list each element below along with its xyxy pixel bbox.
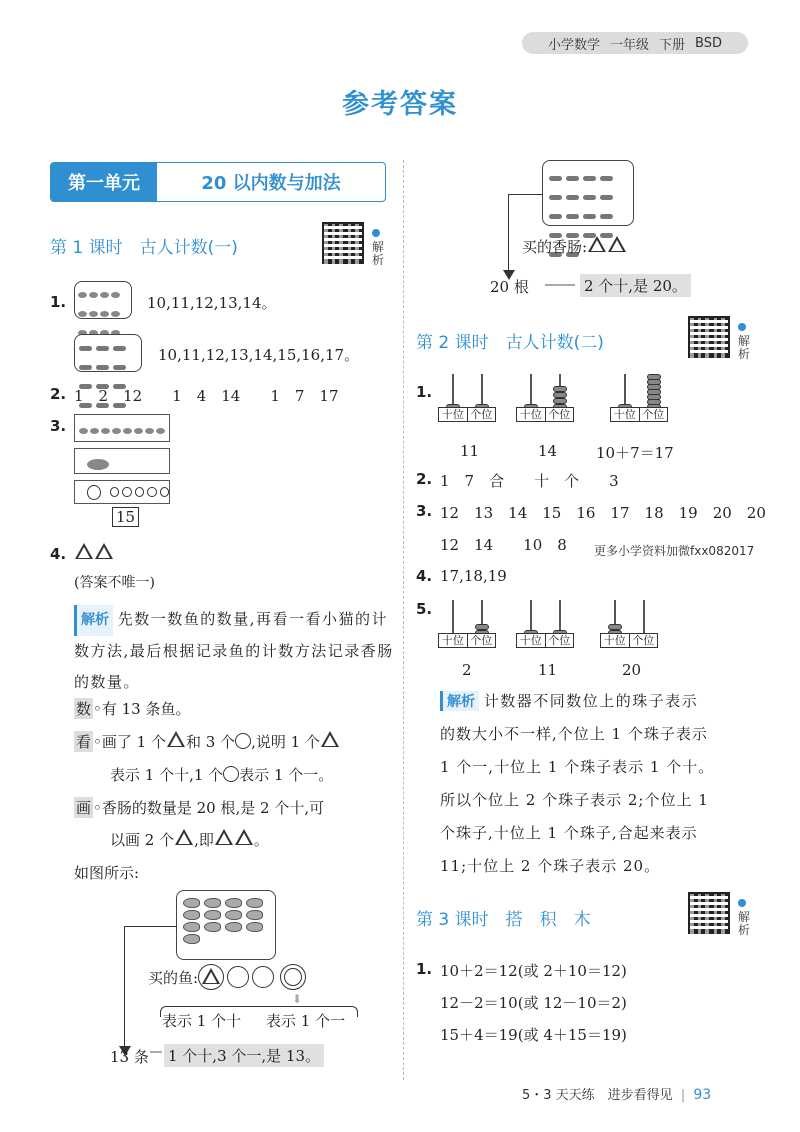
abacus-value: 14 bbox=[538, 442, 558, 460]
sausage-count-label: 20 根 bbox=[490, 278, 529, 296]
fish-result: 1 个十,3 个一,是 13。 bbox=[164, 1044, 324, 1067]
kan-text: 画了 1 个 bbox=[101, 733, 166, 751]
abacus-value: 20 bbox=[622, 661, 642, 679]
q1b-answer: 10,11,12,13,14,15,16,17。 bbox=[158, 346, 360, 364]
circle-icon bbox=[235, 733, 251, 749]
abacus-value: 11 bbox=[538, 661, 558, 679]
tens-label: 十位 bbox=[439, 408, 468, 421]
ones-label: 个位 bbox=[548, 408, 571, 421]
abacus-14 bbox=[516, 374, 574, 422]
sausage-cloud bbox=[542, 160, 634, 226]
volume-label: 下册 bbox=[659, 37, 686, 53]
hua-text: ,即 bbox=[194, 831, 214, 849]
book-info-badge bbox=[522, 32, 748, 54]
jiexi-line: 的数大小不一样,个位上 1 个珠子表示 bbox=[440, 725, 708, 743]
q-number: 3. bbox=[50, 417, 67, 435]
lesson3-qr-code[interactable] bbox=[688, 892, 730, 934]
q-number: 4. bbox=[50, 545, 67, 563]
l2-q2-answer: 1 7 合 十 个 3 bbox=[440, 472, 619, 490]
hua-text: 香肠的数量是 20 根,是 2 个十,可 bbox=[101, 799, 325, 817]
abacus-17 bbox=[610, 374, 668, 422]
q4-note: (答案不唯一) bbox=[74, 575, 155, 591]
circled-triangle-icon bbox=[198, 964, 224, 990]
unit-name: 20 以内数与加法 bbox=[201, 173, 341, 194]
grade-label: 一年级 bbox=[610, 37, 650, 53]
kan-text: 表示 1 个一。 bbox=[239, 766, 334, 784]
abacus-value: 11 bbox=[460, 442, 480, 460]
l2-q3-row2: 12 14 10 8 bbox=[440, 536, 567, 554]
triangle-icon bbox=[588, 236, 606, 252]
l3-q1-line: 15＋4＝19(或 4＋15＝19) bbox=[440, 1026, 627, 1044]
abacus-11b bbox=[516, 600, 574, 648]
q-number: 5. bbox=[416, 600, 433, 618]
hua-line: 画 ◦香肠的数量是 20 根,是 2 个十,可 bbox=[76, 799, 325, 817]
jiexi-tag: 解析 bbox=[74, 605, 113, 636]
shu-text: 有 13 条鱼。 bbox=[101, 700, 191, 718]
jiexi-line: 11;十位上 2 个珠子表示 20。 bbox=[440, 857, 661, 875]
arrow-right-icon bbox=[150, 1051, 162, 1053]
tens-label: 十位 bbox=[517, 408, 546, 421]
beans-cloud bbox=[74, 281, 132, 319]
page-number: 93 bbox=[693, 1087, 712, 1103]
q-number: 1. bbox=[416, 960, 433, 978]
hua-line2: 以画 2 个 ,即 。 bbox=[110, 831, 269, 849]
hua-text: 以画 2 个 bbox=[110, 831, 175, 849]
lesson3-title: 第 3 课时 搭 积 木 bbox=[416, 910, 591, 930]
triangle-icon bbox=[95, 543, 113, 559]
ones-label: 个位 bbox=[470, 634, 493, 647]
q3-circles-row bbox=[74, 480, 170, 504]
q4-triangles bbox=[74, 543, 114, 563]
q1a-answer: 10,11,12,13,14。 bbox=[147, 294, 277, 312]
unit-header bbox=[50, 162, 386, 202]
abacus-value: 2 bbox=[462, 661, 472, 679]
abacus-2 bbox=[438, 600, 496, 648]
lesson2-title: 第 2 课时 古人计数(二) bbox=[416, 333, 604, 353]
triangle-icon bbox=[215, 829, 233, 845]
lesson1-title: 第 1 课时 古人计数(一) bbox=[50, 238, 238, 258]
jiexi-tag: 解析 bbox=[440, 691, 479, 711]
shu-line: 数 ◦有 13 条鱼。 bbox=[76, 700, 191, 718]
q-number: 3. bbox=[416, 502, 433, 520]
q-number: 1. bbox=[416, 383, 433, 401]
triangle-icon bbox=[75, 543, 93, 559]
subject-label: 小学数学 bbox=[548, 37, 601, 53]
abacus-value: 10＋7＝17 bbox=[596, 444, 674, 462]
arrow-down-icon: ⬇ bbox=[292, 992, 303, 1006]
footer-brand: 5・3 天天练 进步看得见 bbox=[522, 1088, 673, 1103]
lesson1-qr-side bbox=[372, 222, 386, 267]
kan-line: 看 ◦画了 1 个 和 3 个 ,说明 1 个 bbox=[74, 731, 340, 752]
abacus-11 bbox=[438, 374, 496, 422]
tens-label: 十位 bbox=[439, 634, 468, 647]
sausages-cloud bbox=[74, 334, 142, 372]
ones-label: 个位 bbox=[470, 408, 493, 421]
lesson1-qr-code[interactable] bbox=[322, 222, 364, 264]
shu-tag: 数 bbox=[76, 700, 92, 718]
fish-count-label: 13 条 bbox=[110, 1048, 149, 1066]
triangle-icon bbox=[608, 236, 626, 252]
hua-tag: 画 bbox=[76, 799, 92, 817]
tens-label: 十位 bbox=[517, 634, 546, 647]
q3-cloud-row bbox=[74, 448, 170, 474]
lesson2-qr-side bbox=[738, 316, 752, 361]
q-number: 1. bbox=[50, 293, 67, 311]
triangle-icon bbox=[235, 829, 253, 845]
kan-text: 表示 1 个十,1 个 bbox=[110, 766, 224, 784]
tens-label: 十位 bbox=[601, 634, 630, 647]
arrow-right-icon bbox=[545, 284, 575, 286]
sausage-bought-row bbox=[522, 236, 627, 257]
qr-side-label: 解析 bbox=[738, 334, 751, 361]
lesson3-qr-side bbox=[738, 892, 752, 937]
abacus-20 bbox=[600, 600, 658, 648]
shi-shi-label: 表示 1 个十 bbox=[162, 1012, 242, 1030]
lesson1-explanation bbox=[74, 604, 394, 698]
ones-label: 个位 bbox=[632, 634, 655, 647]
kan-text: ,说明 1 个 bbox=[251, 733, 320, 751]
circle-icon bbox=[223, 766, 239, 782]
page-title: 参考答案 bbox=[342, 89, 458, 120]
l2-q3-row1: 12 13 14 15 16 17 18 19 20 20 bbox=[440, 504, 766, 522]
sausage-result: 2 个十,是 20。 bbox=[580, 274, 691, 297]
sausage-arrow-line bbox=[508, 194, 543, 275]
fish-bought-row bbox=[148, 964, 306, 990]
triangle-icon bbox=[321, 731, 339, 747]
jiexi-text: 先数一数鱼的数量,再看一看小猫的计数方法,最后根据记录鱼的计数方法记录香肠的数量。 bbox=[74, 610, 394, 691]
q3-beans-row bbox=[74, 414, 170, 442]
ones-label: 个位 bbox=[548, 634, 571, 647]
footer: 5・3 天天练 进步看得见 | 93 bbox=[522, 1087, 712, 1103]
l3-q1-line: 12－2＝10(或 12－10＝2) bbox=[440, 994, 627, 1012]
q-number: 4. bbox=[416, 567, 433, 585]
shi-yi-label: 表示 1 个一 bbox=[266, 1012, 346, 1030]
fish-cloud bbox=[176, 890, 276, 960]
ones-label: 个位 bbox=[642, 408, 665, 421]
triangle-icon bbox=[167, 731, 185, 747]
unit-label: 第一单元 bbox=[51, 163, 157, 201]
jiexi-line: 1 个一,十位上 1 个珠子表示 1 个十。 bbox=[440, 758, 715, 776]
q-number: 2. bbox=[416, 470, 433, 488]
kan-line2 bbox=[110, 764, 333, 785]
circle-icon bbox=[227, 966, 249, 988]
edition-label: BSD bbox=[695, 35, 722, 51]
column-divider bbox=[403, 160, 404, 1080]
jiexi-line: 个珠子,十位上 1 个珠子,合起来表示 bbox=[440, 824, 698, 842]
q2-answer: 1 2 12 1 4 14 1 7 17 bbox=[74, 387, 339, 405]
l2-jiexi-line1 bbox=[440, 690, 698, 711]
jiexi-line: 计数器不同数位上的珠子表示 bbox=[483, 692, 699, 710]
lesson2-qr-code[interactable] bbox=[688, 316, 730, 358]
qr-side-label: 解析 bbox=[738, 910, 751, 937]
play-icon bbox=[372, 229, 380, 237]
kan-text: 和 3 个 bbox=[185, 733, 236, 751]
circle-icon bbox=[252, 966, 274, 988]
play-icon bbox=[738, 899, 746, 907]
watermark-text: 更多小学资料加微fxx082017 bbox=[594, 544, 755, 558]
jiexi-line: 所以个位上 2 个珠子表示 2;个位上 1 bbox=[440, 791, 709, 809]
q3-answer-box: 15 bbox=[112, 507, 139, 527]
kan-tag: 看 bbox=[76, 733, 92, 751]
qr-side-label: 解析 bbox=[372, 240, 385, 267]
triangle-icon bbox=[175, 829, 193, 845]
double-circle-icon bbox=[280, 964, 306, 990]
play-icon bbox=[738, 323, 746, 331]
ru-tu-label: 如图所示: bbox=[74, 864, 140, 882]
sausage-bought-label: 买的香肠: bbox=[522, 238, 588, 256]
l3-q1-line: 10＋2＝12(或 2＋10＝12) bbox=[440, 962, 627, 980]
q-number: 2. bbox=[50, 385, 67, 403]
l2-q4-answer: 17,18,19 bbox=[440, 567, 507, 585]
tens-label: 十位 bbox=[611, 408, 640, 421]
fish-bought-label: 买的鱼: bbox=[148, 968, 199, 987]
